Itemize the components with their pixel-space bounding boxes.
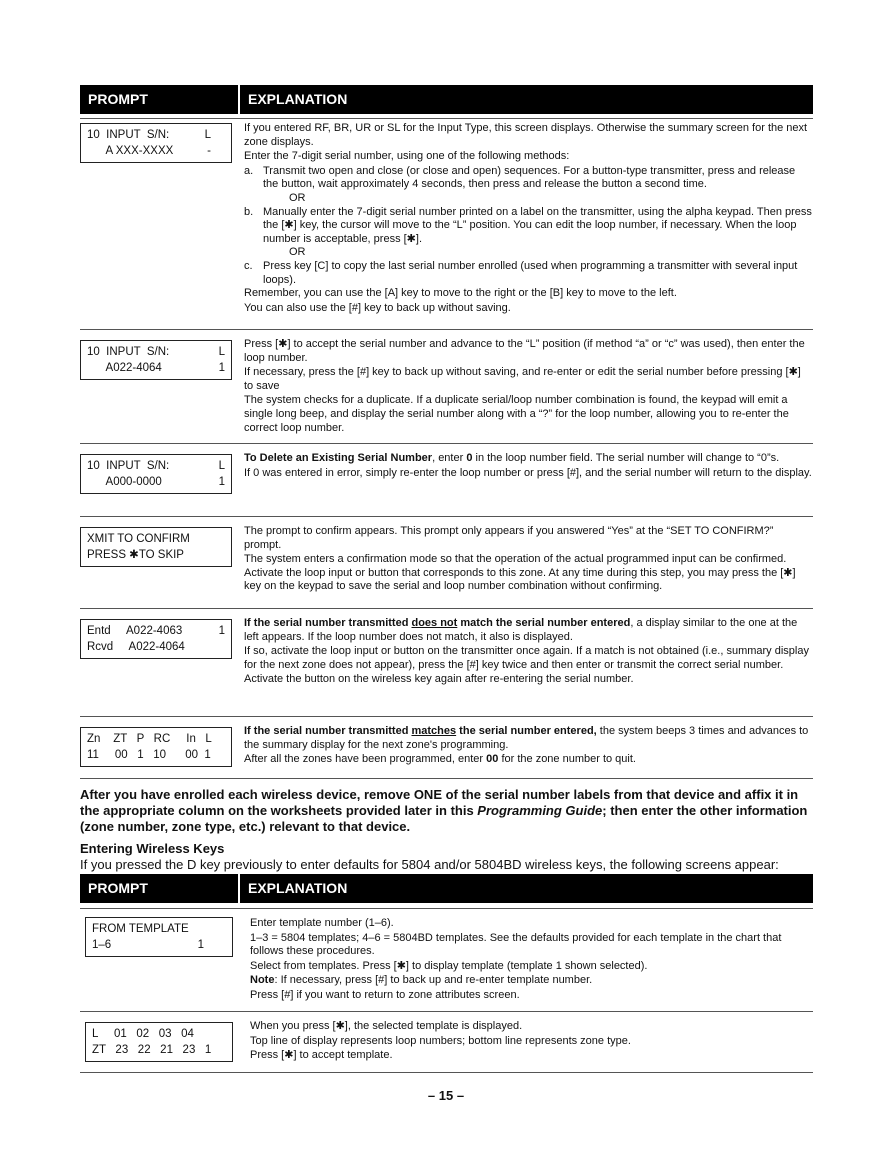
lcd-display [80,340,232,380]
underlined-phrase: does not [411,617,458,629]
explanation-text: If so, activate the loop input or button on the transmitter once again. If a match is not obtained (i.e., summary display for the next zone does not appear), press the [#] key twice and then enter or transmit the correct serial number. [244,645,809,671]
table-row [80,717,813,779]
text-span: in the loop number field. The serial number will change to “0”s. [472,452,780,464]
explanation-text: The system enters a confirmation mode so that the operation of the actual programmed input can be confirmed. Activate the loop input or button that corresponds to this zone. At any time during this step, you may press the [✱] key on the keypad to save the serial and loop number combination without confirming. [244,553,796,593]
list-item-text: Press key [C] to copy the last serial number enrolled (used when programming a transmitter with several input loops). [263,259,798,286]
lcd-line-1-flag: L [204,129,211,141]
explanation-text: If necessary, press the [#] key to back up without saving, and re-enter or edit the serial number before pressing [✱] to save [244,366,801,392]
lcd-line-2: 1–6 [92,939,112,951]
or-text: OR [289,246,306,259]
list-marker: b. [244,205,254,218]
lcd-line-1: 10 INPUT S/N: [87,346,170,358]
table-row [80,908,813,1012]
explanation-text: The system checks for a duplicate. If a duplicate serial/loop number combination is found, the keypad will emit a single long beep, and display the serial number along with a “?” for the loop number, allowing you to re-enter the correct loop number. [244,394,789,434]
lcd-line-1-flag: 1 [218,625,225,637]
explanation-column-header: EXPLANATION [248,880,348,896]
lcd-line-2-flag: 1 [218,476,225,488]
explanation-text [244,753,813,767]
explanation-text: When you press [✱], the selected template is displayed. [250,1020,523,1032]
bold-phrase: match the serial number entered [457,617,631,629]
table-row [80,330,813,444]
explanation-text: Enter the 7-digit serial number, using one of the following methods: [244,150,570,163]
bold-value: 0 [466,452,473,464]
list-item-text: Transmit two open and close (or close and open) sequences. For a button-type transmitter, press and release the button, wait approximately 4 seconds, then press and release the button a second time. [263,164,796,191]
lcd-display [80,454,232,494]
lcd-display [85,917,233,957]
note-text: After you have enrolled each wireless device, remove ONE of the serial number labels from that device and affix it in the appropriate column on the worksheets provided later in this [80,787,799,818]
note-italic: Programming Guide [477,803,603,818]
explanation-text [250,974,813,988]
lcd-display [85,1022,233,1062]
lcd-line-2-flag: 1 [197,939,204,951]
lcd-line-1-flag: L [218,346,225,358]
list-item-text: Manually enter the 7-digit serial number printed on a label on the transmitter, using the alpha keypad. Then press the [✱] key, the cursor will move to the “L” position. You can edit the loop number, if necessary. When the loop number is acceptable, press [✱]. [263,205,812,245]
page-number: – 15 – [427,1088,465,1103]
text-span: the system beeps 3 times and advances to the summary display for the next zone's programming. [244,725,809,751]
list-marker: a. [244,164,254,177]
explanation-cell [244,609,813,692]
text-span: : If necessary, press [#] to back up and re-enter template number. [274,974,593,987]
or-text: OR [289,191,306,204]
prompt-column-header: PROMPT [80,85,240,114]
bold-phrase: the serial number entered, [456,725,597,737]
bold-value: 00 [486,753,499,766]
explanation-text: Press [✱] to accept the serial number and advance to the “L” position (if method “a” or “c” was used), then enter the loop number. [244,338,805,364]
explanation-text: 1–3 = 5804 templates; 4–6 = 5804BD templates. See the defaults provided for each template in the chart that follows these procedures. [250,931,782,958]
explanation-cell [244,119,813,320]
bold-phrase: If the serial number transmitted [244,617,412,629]
explanation-text: You can also use the [#] key to back up without saving. [244,301,511,314]
lcd-line-1: FROM TEMPLATE [92,923,189,935]
explanation-cell [244,444,813,485]
lcd-line-1: XMIT TO CONFIRM [87,533,190,545]
explanation-text: The prompt to confirm appears. This prompt only appears if you answered “Yes” at the “SET TO CONFIRM?” prompt. [244,525,774,551]
lcd-line-2: A000-0000 [87,476,162,488]
explanation-text: Select from templates. Press [✱] to display template (template 1 shown selected). [250,959,648,972]
table-header [80,874,813,903]
bold-phrase: To Delete an Existing Serial Number [244,452,433,464]
list-marker: c. [244,259,253,272]
lcd-display [80,727,232,767]
table-row [80,517,813,609]
explanation-cell [244,517,813,599]
lcd-line-2-flag: - [207,145,211,157]
explanation-cell [250,1012,813,1068]
lcd-line-1-flag: L [218,460,225,472]
lcd-line-1: Entd A022-4063 [87,625,183,637]
lcd-line-1: 10 INPUT S/N: [87,460,170,472]
bold-phrase: Note [250,974,275,987]
lcd-line-2: A XXX-XXXX [87,145,174,157]
table-header [80,85,813,114]
prompt-column-header: PROMPT [80,874,240,903]
table-row [80,609,813,717]
explanation-column-header: EXPLANATION [248,91,348,107]
explanation-text: Press [#] if you want to return to zone attributes screen. [250,988,520,1001]
note-text: ; then enter the other information (zone number, zone type, etc.) relevant to that device. [80,803,808,834]
explanation-text [244,617,813,644]
lcd-display [80,123,232,163]
explanation-cell [244,717,813,772]
text-span: for the zone number to quit. [498,753,636,766]
section-heading: Entering Wireless Keys [80,841,225,856]
lcd-line-1: Zn ZT P RC In L [87,733,212,745]
enrollment-note [80,787,813,835]
explanation-text: Press [✱] to accept template. [250,1049,393,1062]
explanation-text: Top line of display represents loop numbers; bottom line represents zone type. [250,1034,631,1047]
explanation-text [244,725,813,752]
text-span: , enter [432,452,467,464]
explanation-text: Activate the button on the wireless key again after re-entering the serial number. [244,673,634,686]
lcd-line-2: 11 00 1 10 00 1 [87,749,211,761]
lcd-line-2: Rcvd A022-4064 [87,641,185,653]
bold-phrase: If the serial number transmitted [244,725,412,737]
explanation-text [244,452,813,466]
underlined-phrase: matches [411,725,457,737]
table-row [80,444,813,517]
text-span: , a display similar to the one at the left appears. If the loop number does not match, it also is displayed. [244,617,798,643]
table-row [80,118,813,330]
explanation-text: If you entered RF, BR, UR or SL for the Input Type, this screen displays. Otherwise the summary screen for the next zone displays. [244,122,808,148]
explanation-cell [244,330,813,440]
explanation-text: If 0 was entered in error, simply re-enter the loop number or press [#], and the serial number will return to the display. [244,466,812,479]
table-row [80,1012,813,1073]
section-intro: If you pressed the D key previously to enter defaults for 5804 and/or 5804BD wireless keys, the following screens appear: [80,857,779,872]
lcd-display [80,619,232,659]
explanation-cell [250,909,813,1008]
lcd-line-2: A022-4064 [87,362,162,374]
page-content [80,85,813,1073]
explanation-text: Enter template number (1–6). [250,917,394,929]
lcd-display [80,527,232,567]
text-span: After all the zones have been programmed, enter [244,753,487,766]
lcd-line-2: ZT 23 22 21 23 1 [92,1044,212,1056]
explanation-text: Remember, you can use the [A] key to move to the right or the [B] key to move to the left. [244,287,677,300]
lcd-line-1: 10 INPUT S/N: [87,129,170,141]
lcd-line-1: L 01 02 03 04 [92,1028,194,1040]
lcd-line-2: PRESS ✱TO SKIP [87,549,184,561]
lcd-line-2-flag: 1 [218,362,225,374]
